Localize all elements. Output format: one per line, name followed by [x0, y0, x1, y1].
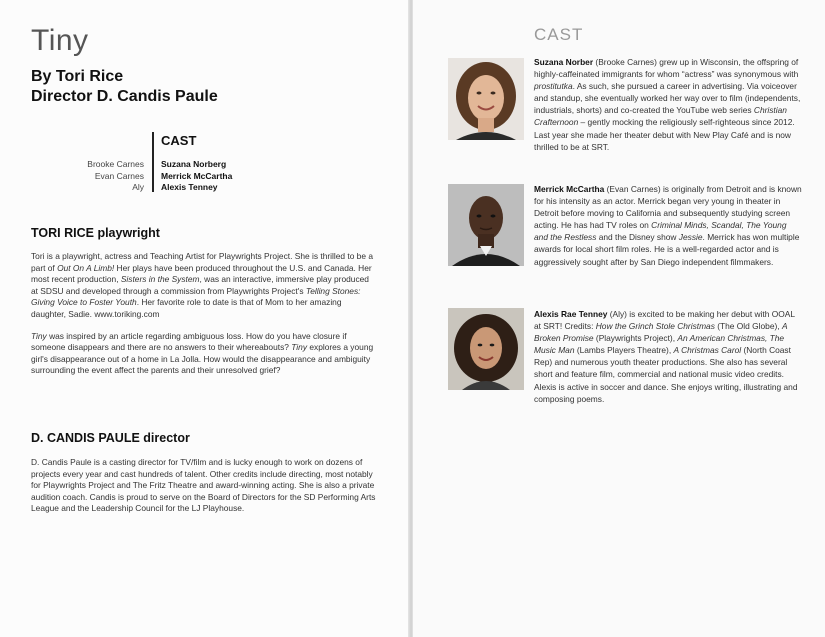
- director-bio-paragraph: D. Candis Paule is a casting director for TV/film and is lucky enough to work on dozens of projects every year and cast hundreds of talent. Other credits include directing, most notably for Playwrights Project and The Fritz Theatre and award-winning acting. She is also a private audition coach. Candis is proud to serve on the Board of Directors for the SD Performing Arts League and the Leadership Council for the LJ Playhouse.: [31, 457, 376, 514]
- bio-credit-title: Christian Crafternoon: [534, 105, 787, 128]
- cast-actors: [161, 159, 232, 194]
- cast-actor: Suzana Norberg: [161, 159, 227, 169]
- man-portrait-icon: [448, 184, 524, 266]
- playwright-heading: TORI RICE playwright: [31, 226, 160, 240]
- byline-director: Director D. Candis Paule: [31, 88, 218, 105]
- cast-list: [60, 132, 390, 196]
- bio-credit-title: prostitutka: [534, 81, 573, 92]
- bio-text: (Playwrights Project),: [593, 333, 678, 344]
- byline-author: By Tori Rice: [31, 68, 124, 85]
- bio-credit-title: Criminal Minds, Scandal, The Young and the Restless: [534, 220, 787, 243]
- bio-name: Suzana Norber: [534, 57, 594, 67]
- bio-credit-title: Jessie: [678, 232, 703, 243]
- bio-alexis: [534, 308, 802, 405]
- bio-text: (Evan Carnes) is originally from Detroit and is known for his intensity as an actor. Merrick began very young in theater in Detroit before moving to California and subsequently studying screen acting. He has had TV roles on: [534, 184, 802, 231]
- playwright-bio-paragraph: Tori is a playwright, actress and Teaching Artist for Playwrights Project. She is thrilled to be a part of Out On A Limb! Her plays have been produced throughout the U.S. and Canada. Her most recent production, Sisters in the System, was an interactive, immersive play produced at SDSU and developed through a commission from Playwrights Project's Telling Stones: Giving Voice to Foster Youth. Her favorite role to date is that of Mom to her amazing daughter, Sadie. www.toriking.com: [31, 251, 373, 319]
- headshot-suzana: [448, 58, 524, 140]
- bio-text: – gently mocking the religiously self-righteous since 2012. Last year she made her theater debut with New Play Café and is now thrilled to be at SRT.: [534, 117, 795, 152]
- bio-text: . Merrick has won multiple awards for local short film roles. He is a well-regarded actor and is aggressively sought after by San Diego independent filmmakers.: [534, 232, 800, 267]
- director-heading: D. CANDIS PAULE director: [31, 431, 190, 445]
- bio-text: (The Old Globe),: [714, 321, 782, 332]
- cast-role: Brooke Carnes: [87, 159, 144, 169]
- headshot-alexis: [448, 308, 524, 390]
- bio-credit-title: A Broken Promise: [534, 321, 788, 344]
- bio-text: . As such, she pursued a career in advertising. Via voiceover and standup, she eventually worked her way over to film (independents, industrials, shorts) and co-created the YouTube web series: [534, 81, 801, 116]
- bio-text: and the Disney show: [596, 232, 679, 243]
- bio-credit-title: An American Christmas, The Music Man: [534, 333, 785, 356]
- cast-role: Evan Carnes: [94, 170, 144, 181]
- play-title: Tiny: [31, 24, 89, 57]
- woman-portrait-icon: [448, 58, 524, 140]
- bio-name: Alexis Rae Tenney: [534, 309, 608, 319]
- cast-divider: [152, 132, 154, 192]
- bio-text: (Aly) is excited to be making her debut with OOAL at SRT! Credits:: [534, 309, 795, 332]
- cast-role: Aly: [132, 182, 144, 192]
- bio-text: (North Coast Rep) and numerous youth theater productions. She also has several short and feature film, commercial and national music video credits. Alexis is active in soccer and dance. She enjoys writing, illustrating and composing poems.: [534, 345, 798, 404]
- cast-heading: CAST: [161, 133, 197, 148]
- playwright-bio: [31, 251, 376, 387]
- bio-text: (Brooke Carnes) grew up in Wisconsin, the offspring of highly-caffeinated immigrants for whom “actress” was synonymous with: [534, 57, 799, 80]
- girl-portrait-icon: [448, 308, 524, 390]
- bio-suzana: [534, 56, 802, 153]
- byline: [31, 67, 218, 107]
- cast-page-title: CAST: [534, 25, 584, 44]
- headshot-merrick: [448, 184, 524, 266]
- cast-actor: Merrick McCartha: [161, 170, 233, 181]
- director-bio: [31, 457, 376, 525]
- play-synopsis-paragraph: Tiny was inspired by an article regarding ambiguous loss. How do you have closure if someone disappears and there are no answers to their whereabouts? Tiny explores a young girl's disappearance out of a home in La Jolla. How would the disappearance and ambiguity surrounding the event affect the parents and their unresolved grief?: [31, 330, 374, 376]
- cast-actor: Alexis Tenney: [161, 182, 218, 192]
- bio-credit-title: A Christmas Carol: [673, 345, 742, 356]
- bio-credit-title: How the Grinch Stole Christmas: [595, 321, 715, 332]
- bio-text: (Lambs Players Theatre),: [574, 345, 674, 356]
- bio-name: Merrick McCartha: [534, 184, 605, 194]
- cast-roles: [60, 159, 144, 194]
- bio-merrick: [534, 183, 802, 268]
